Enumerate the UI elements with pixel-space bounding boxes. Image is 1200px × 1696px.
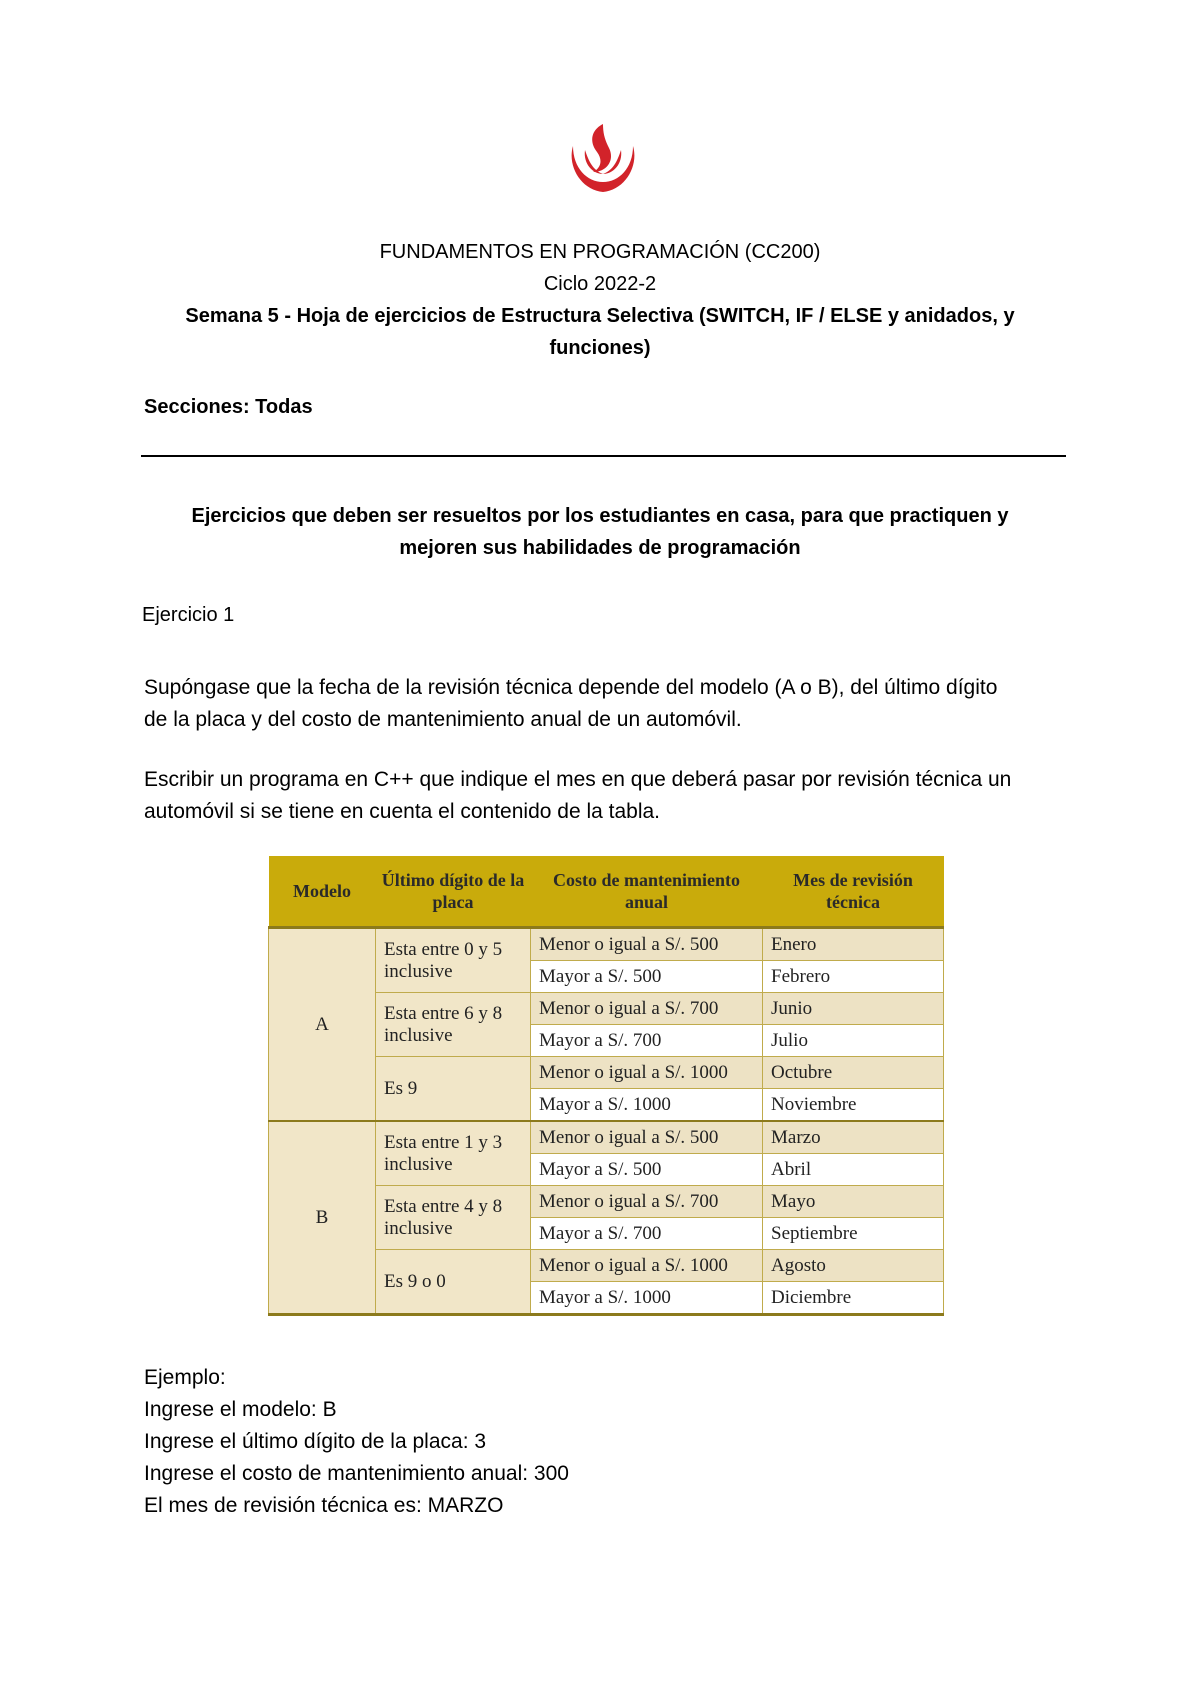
- example-line: El mes de revisión técnica es: MARZO: [144, 1494, 504, 1517]
- digit-cell: Es 9 o 0: [376, 1250, 531, 1315]
- model-cell: B: [269, 1121, 376, 1315]
- exercise-paragraph-1: [144, 672, 1074, 736]
- example-line: Ingrese el costo de mantenimiento anual: 300: [144, 1462, 569, 1485]
- exercise-paragraph-2: [144, 764, 1074, 828]
- month-cell: Julio: [763, 1025, 944, 1057]
- week-title-line2: funciones): [549, 337, 651, 359]
- intro-line2: mejoren sus habilidades de programación: [399, 537, 801, 559]
- month-cell: Junio: [763, 993, 944, 1025]
- week-title-line1: Semana 5 - Hoja de ejercicios de Estructura Selectiva (SWITCH, IF / ELSE y anidados, y: [185, 305, 1015, 327]
- cost-cell: Mayor a S/. 500: [531, 961, 763, 993]
- sections-label: Secciones: Todas: [144, 396, 313, 418]
- model-cell: A: [269, 928, 376, 1122]
- header-digit: Último dígito de la placa: [376, 856, 531, 928]
- cost-cell: Menor o igual a S/. 500: [531, 1121, 763, 1154]
- intro-line1: Ejercicios que deben ser resueltos por los estudiantes en casa, para que practiquen y: [191, 505, 1009, 527]
- month-cell: Enero: [763, 928, 944, 961]
- revision-table: [268, 856, 944, 1316]
- month-cell: Febrero: [763, 961, 944, 993]
- table-header-row: [269, 856, 944, 928]
- cost-cell: Menor o igual a S/. 1000: [531, 1250, 763, 1282]
- table-row: [269, 928, 944, 961]
- example-block: [144, 1362, 569, 1522]
- digit-cell: Esta entre 0 y 5 inclusive: [376, 928, 531, 993]
- cost-cell: Mayor a S/. 700: [531, 1025, 763, 1057]
- example-line: Ingrese el modelo: B: [144, 1398, 337, 1421]
- month-cell: Mayo: [763, 1186, 944, 1218]
- cost-cell: Menor o igual a S/. 500: [531, 928, 763, 961]
- cost-cell: Mayor a S/. 1000: [531, 1282, 763, 1315]
- header-model: Modelo: [269, 856, 376, 928]
- table-row: [269, 1121, 944, 1154]
- course-title: FUNDAMENTOS EN PROGRAMACIÓN (CC200): [379, 241, 821, 263]
- month-cell: Abril: [763, 1154, 944, 1186]
- cost-cell: Menor o igual a S/. 700: [531, 1186, 763, 1218]
- cost-cell: Mayor a S/. 1000: [531, 1089, 763, 1122]
- digit-cell: Es 9: [376, 1057, 531, 1122]
- para2-line2: automóvil si se tiene en cuenta el contenido de la tabla.: [144, 800, 661, 823]
- divider: [141, 455, 1066, 457]
- cycle-line: Ciclo 2022-2: [543, 273, 657, 295]
- exercise-title: Ejercicio 1: [142, 604, 235, 626]
- month-cell: Marzo: [763, 1121, 944, 1154]
- example-line: Ingrese el último dígito de la placa: 3: [144, 1430, 487, 1453]
- example-label: Ejemplo:: [144, 1366, 226, 1389]
- header-cost: Costo de mantenimiento anual: [531, 856, 763, 928]
- para1-line2: de la placa y del costo de mantenimiento anual de un automóvil.: [144, 708, 742, 731]
- digit-cell: Esta entre 6 y 8 inclusive: [376, 993, 531, 1057]
- month-cell: Octubre: [763, 1057, 944, 1089]
- cost-cell: Mayor a S/. 700: [531, 1218, 763, 1250]
- digit-cell: Esta entre 4 y 8 inclusive: [376, 1186, 531, 1250]
- digit-cell: Esta entre 1 y 3 inclusive: [376, 1121, 531, 1186]
- month-cell: Septiembre: [763, 1218, 944, 1250]
- university-logo: [563, 116, 643, 196]
- month-cell: Diciembre: [763, 1282, 944, 1315]
- header-month: Mes de revisión técnica: [763, 856, 944, 928]
- para1-line1: Supóngase que la fecha de la revisión técnica depende del modelo (A o B), del último dígito: [144, 676, 998, 699]
- cost-cell: Menor o igual a S/. 1000: [531, 1057, 763, 1089]
- intro-text: [150, 500, 1050, 564]
- month-cell: Agosto: [763, 1250, 944, 1282]
- month-cell: Noviembre: [763, 1089, 944, 1122]
- para2-line1: Escribir un programa en C++ que indique el mes en que deberá pasar por revisión técnica un: [144, 768, 1012, 791]
- cost-cell: Mayor a S/. 500: [531, 1154, 763, 1186]
- cost-cell: Menor o igual a S/. 700: [531, 993, 763, 1025]
